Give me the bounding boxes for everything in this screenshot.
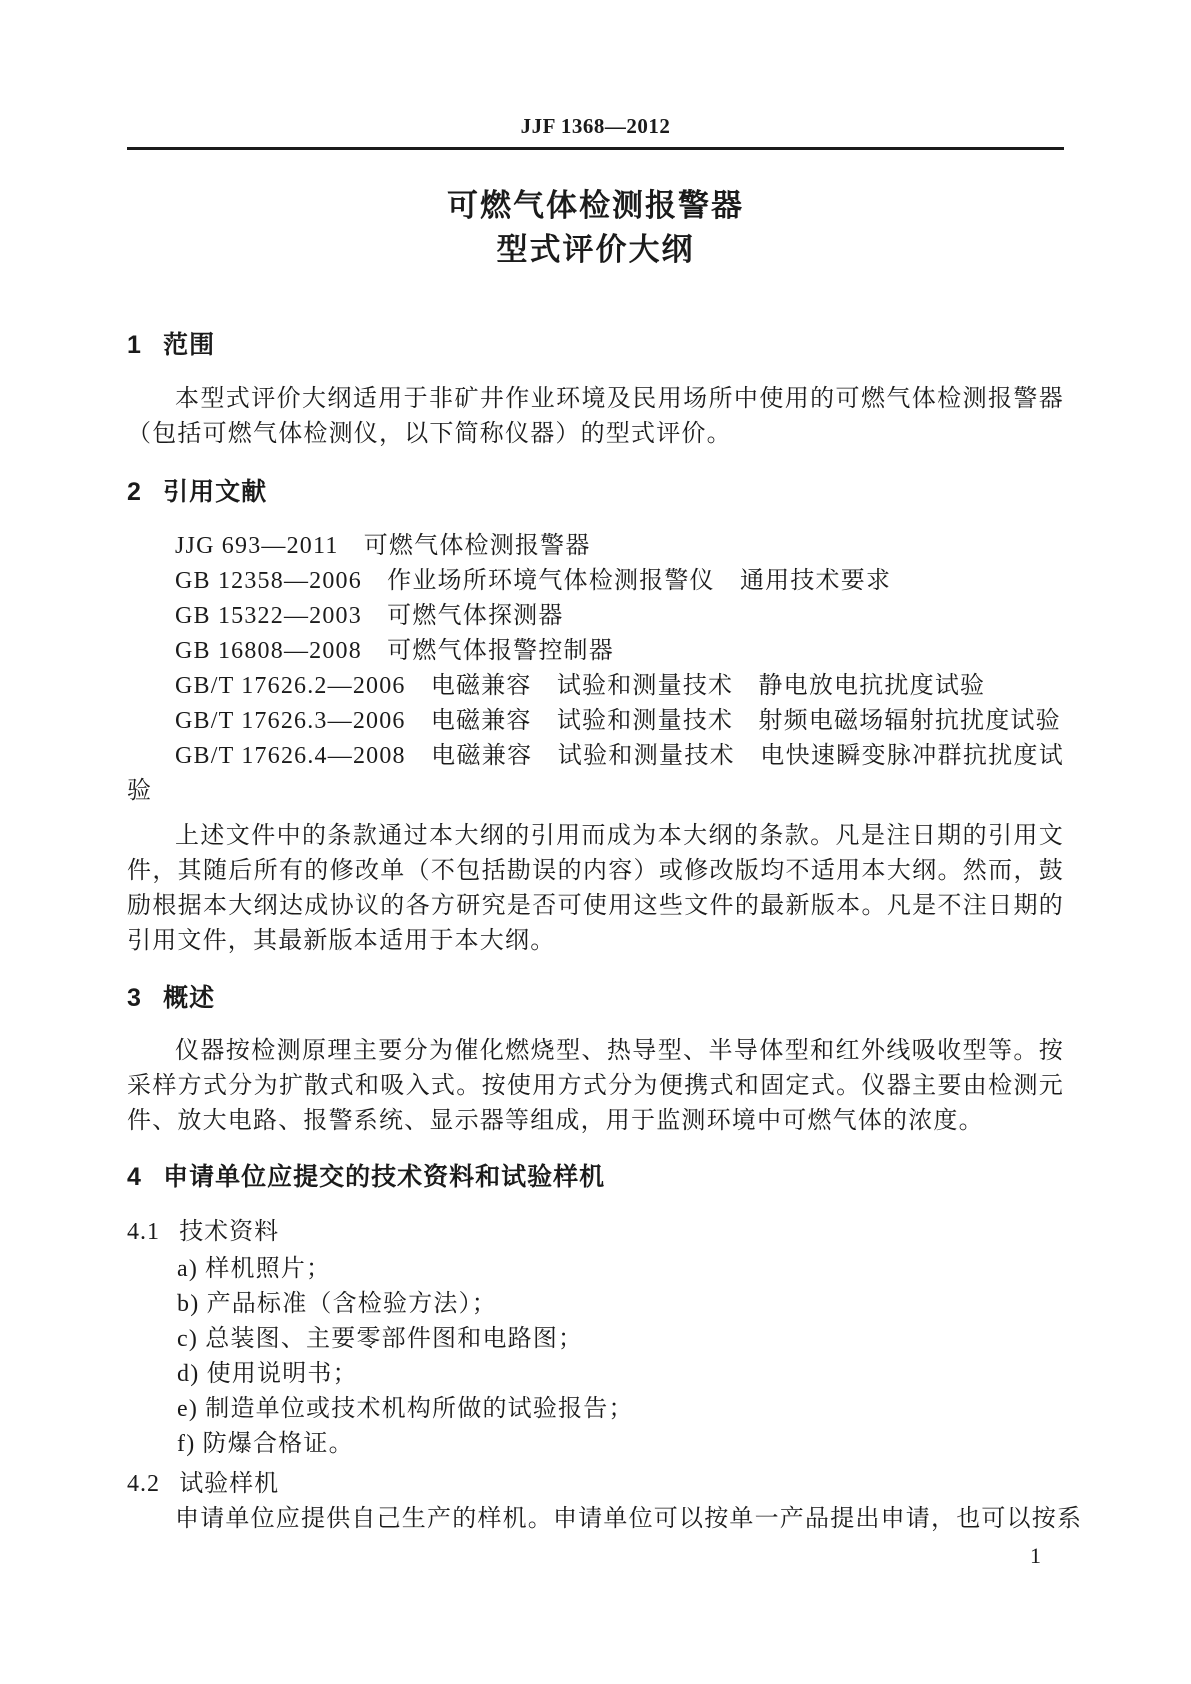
- list-item: c) 总装图、主要零部件图和电路图；: [177, 1326, 584, 1352]
- list-item: a) 样机照片；: [177, 1256, 332, 1282]
- section-heading-overview: [127, 981, 1064, 1015]
- subsection-heading-4-1: [127, 1215, 1064, 1250]
- test-sample-paragraph: 申请单位应提供自己生产的样机。申请单位可以按单一产品提出申请，也可以按系: [175, 1506, 1083, 1532]
- document-title: [127, 184, 1064, 272]
- list-item: b) 产品标准（含检验方法）；: [177, 1291, 497, 1317]
- subsection-number-4-2: 4.2: [127, 1471, 160, 1497]
- document-title-line1: 可燃气体检测报警器: [447, 188, 744, 223]
- section-number-references: 2: [127, 478, 142, 506]
- subsection-heading-4-2: [127, 1467, 1064, 1502]
- section-heading-application: [127, 1160, 1064, 1194]
- section-heading-references: [127, 475, 1064, 509]
- document-title-line2: 型式评价大纲: [496, 232, 695, 267]
- reference-item: GB/T 17626.3—2006 电磁兼容 试验和测量技术 射频电磁场辐射抗扰度试验: [175, 708, 1061, 734]
- scope-paragraph: 本型式评价大纲适用于非矿井作业环境及民用场所中使用的可燃气体检测报警器（包括可燃气体检测仪，以下简称仪器）的型式评价。: [127, 386, 1064, 447]
- reference-item: GB 12358—2006 作业场所环境气体检测报警仪 通用技术要求: [175, 568, 892, 594]
- section-number-scope: 1: [127, 331, 142, 359]
- list-item: f) 防爆合格证。: [177, 1431, 354, 1457]
- page-number: 1: [1030, 1543, 1041, 1568]
- section-heading-scope: [127, 328, 1064, 362]
- subsection-number-4-1: 4.1: [127, 1219, 160, 1245]
- header-rule: [127, 147, 1064, 150]
- reference-item: GB 15322—2003 可燃气体探测器: [175, 603, 564, 629]
- reference-item: GB/T 17626.2—2006 电磁兼容 试验和测量技术 静电放电抗扰度试验: [175, 673, 986, 699]
- reference-item: JJG 693—2011 可燃气体检测报警器: [175, 533, 591, 559]
- technical-document-list: [127, 1252, 1064, 1462]
- section-number-application: 4: [127, 1163, 142, 1191]
- overview-paragraph: 仪器按检测原理主要分为催化燃烧型、热导型、半导体型和红外线吸收型等。按采样方式分为扩散式和吸入式。按使用方式分为便携式和固定式。仪器主要由检测元件、放大电路、报警系统、显示器等组成，用于监测环境中可燃气体的浓度。: [127, 1038, 1064, 1134]
- subsection-title-4-1: 技术资料: [179, 1219, 280, 1245]
- list-item: d) 使用说明书；: [177, 1361, 358, 1387]
- section-number-overview: 3: [127, 984, 142, 1012]
- list-item: e) 制造单位或技术机构所做的试验报告；: [177, 1396, 634, 1422]
- reference-item: GB 16808—2008 可燃气体报警控制器: [175, 638, 614, 664]
- references-note-paragraph: 上述文件中的条款通过本大纲的引用而成为本大纲的条款。凡是注日期的引用文件，其随后所有的修改单（不包括勘误的内容）或修改版均不适用本大纲。然而，鼓励根据本大纲达成协议的各方研究是否可使用这些文件的最新版本。凡是不注日期的引用文件，其最新版本适用于本大纲。: [127, 823, 1064, 954]
- section-title-references: 引用文献: [163, 478, 268, 506]
- section-title-overview: 概述: [163, 984, 216, 1012]
- reference-item: GB/T 17626.4—2008 电磁兼容 试验和测量技术 电快速瞬变脉冲群抗扰度试验: [127, 743, 1064, 804]
- document-code-header: JJF 1368—2012: [520, 114, 671, 138]
- section-title-scope: 范围: [163, 331, 216, 359]
- section-title-application: 申请单位应提交的技术资料和试验样机: [163, 1163, 606, 1191]
- subsection-title-4-2: 试验样机: [179, 1471, 280, 1497]
- reference-list: [127, 529, 1064, 809]
